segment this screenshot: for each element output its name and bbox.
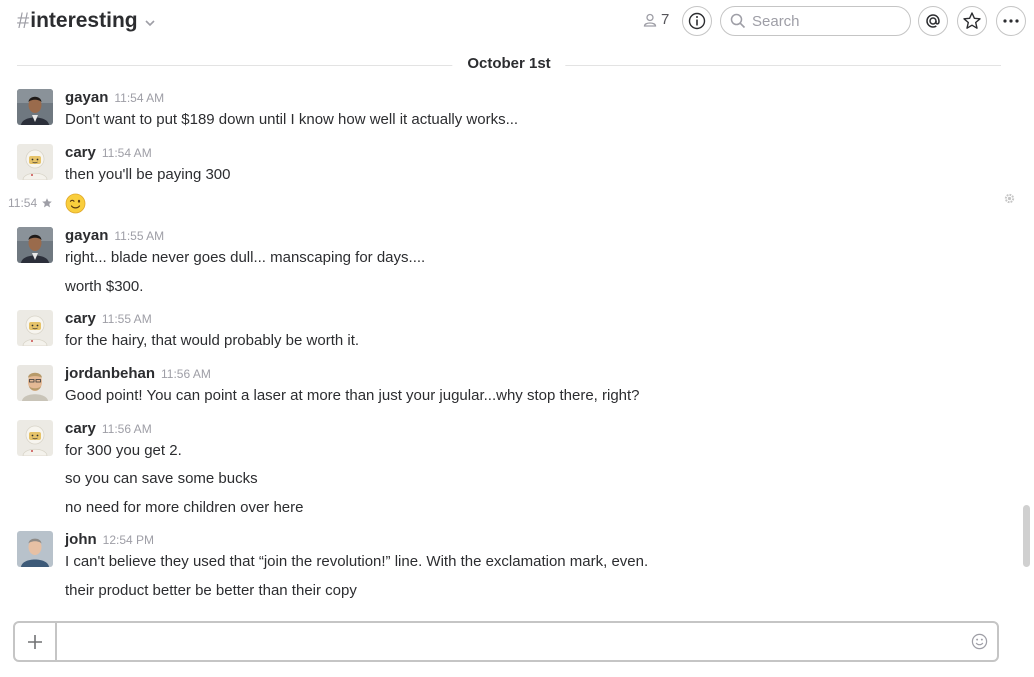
message-text: I can't believe they used that “join the revolution!” line. With the exclamation mark, even. xyxy=(65,553,649,570)
channel-header xyxy=(0,0,1034,44)
mentions-button[interactable] xyxy=(918,6,948,36)
avatar-gayan[interactable] xyxy=(17,227,53,263)
gear-icon[interactable] xyxy=(1003,192,1016,205)
chevron-down-icon xyxy=(145,20,155,27)
scrollbar-thumb[interactable] xyxy=(1023,505,1030,567)
message-sender[interactable]: cary 11:55 AM xyxy=(65,310,152,327)
message-text: so you can save some bucks xyxy=(65,470,258,487)
avatar-cary[interactable] xyxy=(17,310,53,346)
message-input[interactable] xyxy=(57,623,961,660)
message-sender[interactable]: john 12:54 PM xyxy=(65,531,155,548)
message-sender[interactable]: cary 11:54 AM xyxy=(65,144,152,161)
day-divider xyxy=(17,55,1001,75)
channel-title[interactable] xyxy=(17,8,155,34)
message-text: then you'll be paying 300 xyxy=(65,166,231,183)
avatar-image xyxy=(17,227,53,263)
message-timestamp[interactable]: 11:56 AM xyxy=(101,422,152,436)
avatar-image xyxy=(17,365,53,401)
message-text: Don't want to put $189 down until I know how well it actually works... xyxy=(65,111,519,128)
message-text: no need for more children over here xyxy=(65,499,304,516)
avatar-image xyxy=(17,89,53,125)
avatar-cary[interactable] xyxy=(17,420,53,456)
star-icon xyxy=(962,11,982,31)
avatar-gayan[interactable] xyxy=(17,89,53,125)
smiley-icon xyxy=(971,633,988,650)
at-sign-icon xyxy=(924,12,942,30)
message-timestamp[interactable]: 11:54 AM xyxy=(114,91,165,105)
channel-hash: # xyxy=(17,8,30,33)
message-text: their product better be better than their copy xyxy=(65,582,357,599)
more-options-button[interactable] xyxy=(996,6,1026,36)
message-text: right... blade never goes dull... manscaping for days.... xyxy=(65,249,426,266)
message-timestamp[interactable]: 11:54 AM xyxy=(101,146,152,160)
hover-timestamp[interactable]: 11:54 xyxy=(8,196,53,210)
message-text: worth $300. xyxy=(65,278,144,295)
star-icon[interactable] xyxy=(41,197,53,209)
message-sender[interactable]: gayan 11:55 AM xyxy=(65,227,165,244)
avatar-image xyxy=(17,531,53,567)
message-timestamp[interactable]: 11:55 AM xyxy=(114,229,165,243)
message-text: for 300 you get 2. xyxy=(65,442,182,459)
avatar-cary[interactable] xyxy=(17,144,53,180)
message-text: Good point! You can point a laser at more than just your jugular...why stop there, right? xyxy=(65,387,640,404)
message-composer xyxy=(13,621,999,662)
emoji-picker-button[interactable] xyxy=(961,623,997,660)
search-box[interactable] xyxy=(720,6,911,36)
starred-button[interactable] xyxy=(957,6,987,36)
avatar-image xyxy=(17,310,53,346)
member-count-button[interactable] xyxy=(643,11,669,28)
day-divider-label: October 1st xyxy=(452,55,565,72)
info-icon xyxy=(688,12,706,30)
member-count: 7 xyxy=(661,11,670,28)
message-sender[interactable]: gayan 11:54 AM xyxy=(65,89,165,106)
person-icon xyxy=(643,13,657,27)
message-sender[interactable]: cary 11:56 AM xyxy=(65,420,152,437)
ellipsis-icon xyxy=(1002,18,1020,24)
search-input[interactable] xyxy=(752,13,902,30)
message-timestamp[interactable]: 11:55 AM xyxy=(101,312,152,326)
wink-emoji-icon xyxy=(65,193,86,214)
message-timestamp[interactable]: 11:56 AM xyxy=(161,367,211,381)
search-icon xyxy=(730,13,746,29)
message-timestamp[interactable]: 12:54 PM xyxy=(102,533,155,547)
plus-icon xyxy=(27,634,43,650)
channel-name: interesting xyxy=(30,9,138,32)
avatar-jordanbehan[interactable] xyxy=(17,365,53,401)
avatar-john[interactable] xyxy=(17,531,53,567)
avatar-image xyxy=(17,144,53,180)
message-sender[interactable]: jordanbehan 11:56 AM xyxy=(65,365,211,382)
message-text: for the hairy, that would probably be worth it. xyxy=(65,332,360,349)
attach-button[interactable] xyxy=(15,623,57,660)
avatar-image xyxy=(17,420,53,456)
channel-info-button[interactable] xyxy=(682,6,712,36)
